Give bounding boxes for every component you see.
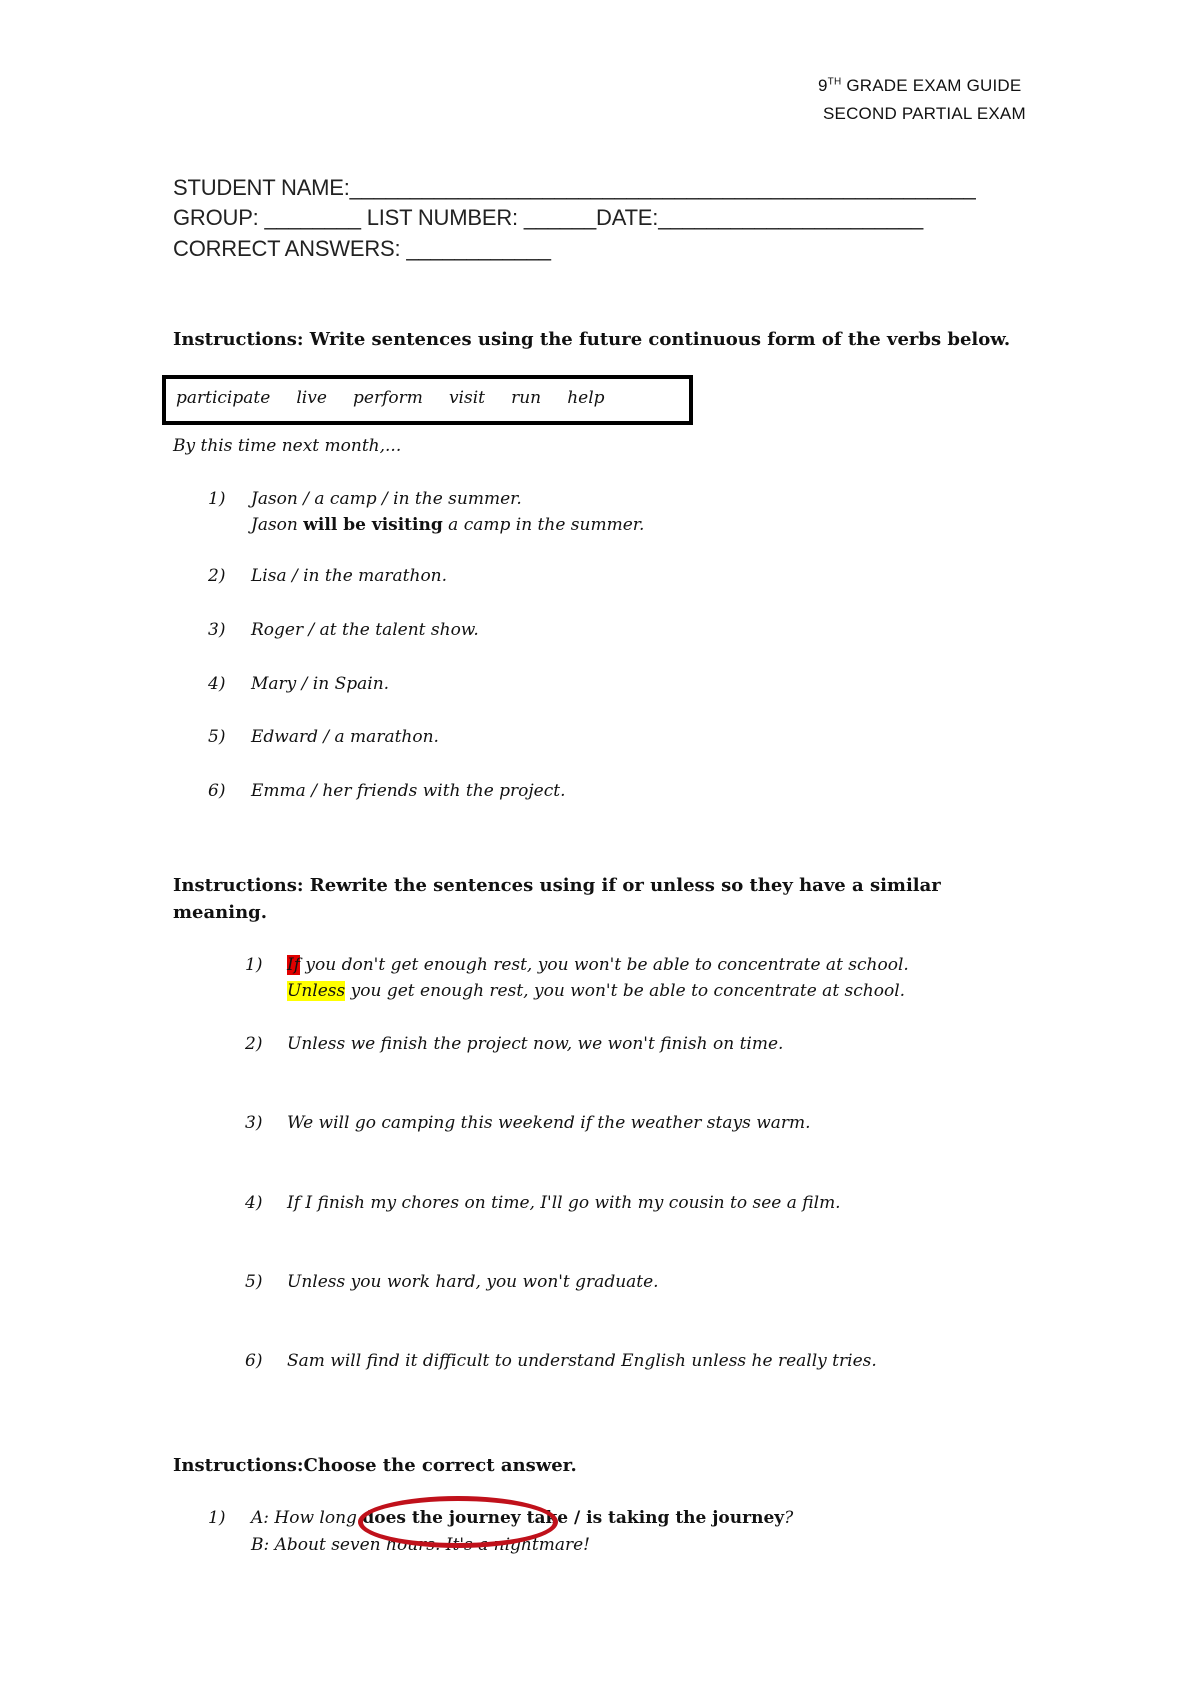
item-number: 4)	[208, 674, 226, 694]
group-line: GROUP: ________ LIST NUMBER: ______DATE:______________________	[173, 205, 923, 230]
correct-answers-line: CORRECT ANSWERS: ____________	[173, 236, 551, 261]
item-response: B: About seven hours. It's a nightmare!	[251, 1535, 591, 1555]
item-prompt: Unless we finish the project now, we won't finish on time.	[287, 1034, 784, 1054]
verb-box	[162, 375, 693, 425]
item-prompt: Lisa / in the marathon.	[251, 566, 448, 586]
student-name-line: STUDENT NAME:____________________________________________________	[173, 175, 976, 200]
item-number: 3)	[245, 1113, 263, 1133]
item-number: 5)	[208, 727, 226, 747]
verb-item: perform	[353, 388, 423, 408]
item-example-answer	[251, 515, 644, 535]
verb-item: participate	[176, 388, 271, 408]
section2-instructions: Instructions: Rewrite the sentences using if or unless so they have a similar	[173, 875, 941, 896]
verb-item: live	[296, 388, 327, 408]
item-prompt: Roger / at the talent show.	[251, 620, 479, 640]
answer-circle-mark	[358, 1496, 558, 1548]
question-end: ?	[784, 1508, 794, 1528]
section2-instructions-cont: meaning.	[173, 902, 268, 923]
item-prompt: If I finish my chores on time, I'll go with my cousin to see a film.	[287, 1193, 841, 1213]
section1-instructions: Instructions: Write sentences using the future continuous form of the verbs below.	[173, 329, 1011, 350]
verb-list	[176, 388, 626, 408]
answer-choices: does the journey take / is taking the journey	[362, 1508, 785, 1528]
item-prompt: Sam will find it difficult to understand English unless he really tries.	[287, 1351, 877, 1371]
grade-number: 9	[818, 76, 828, 95]
item-number: 3)	[208, 620, 226, 640]
item-number: 1)	[208, 489, 226, 509]
answer-subject: Jason	[251, 515, 304, 535]
item-prompt	[287, 955, 909, 975]
verb-item: visit	[448, 388, 485, 408]
header-line-1	[818, 76, 1021, 96]
highlight-unless: Unless	[287, 981, 346, 1001]
item-prompt: Emma / her friends with the project.	[251, 781, 566, 801]
answer-rest: a camp in the summer.	[442, 515, 645, 535]
item-number: 4)	[245, 1193, 263, 1213]
item-number: 6)	[208, 781, 226, 801]
verb-item: help	[567, 388, 605, 408]
item-number: 2)	[245, 1034, 263, 1054]
header-line-2: SECOND PARTIAL EXAM	[823, 104, 1026, 123]
prompt-rest: you don't get enough rest, you won't be able to concentrate at school.	[300, 955, 909, 975]
section3-instructions: Instructions:Choose the correct answer.	[173, 1455, 577, 1476]
grade-label: GRADE EXAM GUIDE	[841, 76, 1022, 95]
section1-lead: By this time next month,...	[173, 436, 402, 456]
highlight-if: If	[287, 955, 301, 975]
item-number: 5)	[245, 1272, 263, 1292]
question-start: A: How long	[251, 1508, 363, 1528]
item-number: 2)	[208, 566, 226, 586]
item-prompt: Unless you work hard, you won't graduate.	[287, 1272, 659, 1292]
answer-rest: you get enough rest, you won't be able to concentrate at school.	[345, 981, 906, 1001]
verb-item: run	[511, 388, 542, 408]
item-prompt: We will go camping this weekend if the weather stays warm.	[287, 1113, 811, 1133]
answer-verb: will be visiting	[303, 515, 443, 535]
item-number: 6)	[245, 1351, 263, 1371]
item-example-answer	[287, 981, 905, 1001]
item-number: 1)	[245, 955, 263, 975]
item-prompt: Edward / a marathon.	[251, 727, 439, 747]
item-number: 1)	[208, 1508, 226, 1528]
item-prompt: Mary / in Spain.	[251, 674, 390, 694]
item-prompt: Jason / a camp / in the summer.	[251, 489, 522, 509]
grade-suffix: TH	[827, 76, 842, 88]
